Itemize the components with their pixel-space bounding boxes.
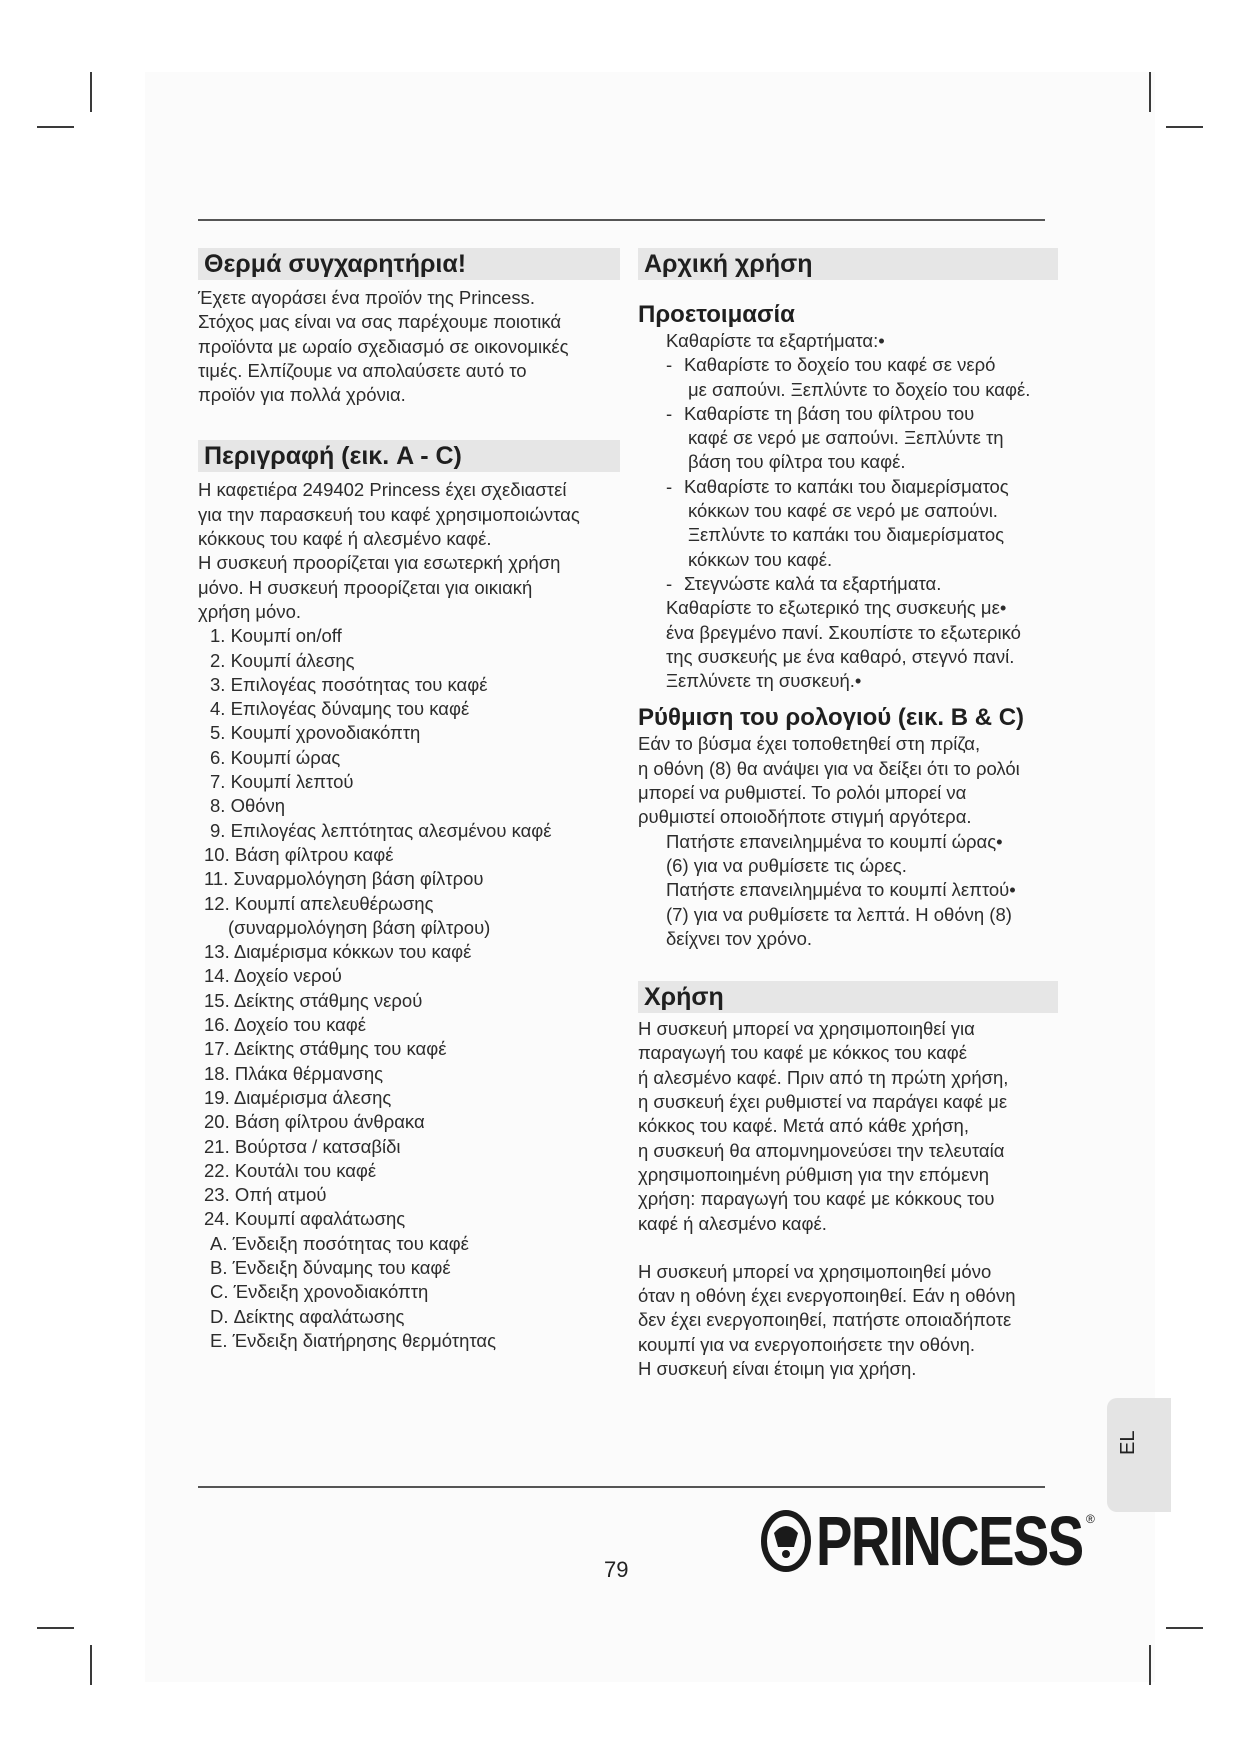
parts-list <box>198 624 620 1353</box>
text-line: παραγωγή του καφέ με κόκκος του καφέ <box>638 1042 968 1064</box>
description-heading: Περιγραφή (εικ. A - C) <box>198 440 620 472</box>
brand-logo <box>760 1502 1096 1580</box>
text-line: χρησιμοποιημένη ρύθμιση για την επόμενη <box>638 1163 989 1185</box>
text-line: τιμές. Ελπίζουμε να απολαύσετε αυτό το <box>198 359 527 381</box>
list-item: 8. Οθόνη <box>210 795 286 817</box>
text-line: της συσκευής με ένα καθαρό, στεγνό πανί. <box>666 645 1015 667</box>
list-item: 7. Κουμπί λεπτού <box>210 771 354 793</box>
text-line: Έχετε αγοράσει ένα προϊόν της Princess. <box>198 287 535 308</box>
list-item: 6. Κουμπί ώρας <box>210 746 341 768</box>
list-item: 16. Δοχείο του καφέ <box>204 1014 367 1036</box>
crop-mark <box>1149 1645 1151 1685</box>
usage-heading: Χρήση <box>638 981 1058 1013</box>
text-line: Η συσκευή προορίζεται για εσωτερκή χρήση <box>198 552 561 574</box>
list-item: - Καθαρίστε το δοχείο του καφέ σε νερό <box>638 353 1058 377</box>
text-line: Καθαρίστε τη βάση του φίλτρου του <box>684 402 975 424</box>
list-item: 21. Βούρτσα / κατσαβίδι <box>204 1135 401 1157</box>
text-line: κόκκος του καφέ. Μετά από κάθε χρήση, <box>638 1115 969 1137</box>
intro-section <box>198 248 620 407</box>
clock-text <box>638 732 1058 951</box>
right-column <box>638 248 1058 1381</box>
list-item: D. Δείκτης αφαλάτωσης <box>210 1305 405 1327</box>
list-item: 18. Πλάκα θέρμανσης <box>204 1062 384 1084</box>
crop-mark <box>37 126 74 128</box>
clock-section <box>638 703 1058 951</box>
initial-use-section <box>638 248 1058 693</box>
list-item: 24. Κουμπί αφαλάτωσης <box>204 1208 406 1230</box>
text-line: Καθαρίστε το εξωτερικό της συσκευής με• <box>666 597 1007 619</box>
text-line: χρήση μόνο. <box>198 600 301 622</box>
initial-use-heading: Αρχική χρήση <box>638 248 1058 280</box>
intro-text <box>198 286 620 407</box>
list-item: 23. Οπή ατμού <box>204 1184 327 1206</box>
text-line: κόκκους του καφέ ή αλεσμένο καφέ. <box>198 528 492 550</box>
text-line: ένα βρεγμένο πανί. Σκουπίστε το εξωτερικό <box>666 621 1021 643</box>
text-line: για την παρασκευή του καφέ χρησιμοποιώντας <box>198 503 580 525</box>
list-item: 12. Κουμπί απελευθέρωσης <box>204 892 434 914</box>
list-item: 2. Κουμπί άλεσης <box>210 649 355 671</box>
text-line: Ξεπλύντε το καπάκι του διαμερίσματος <box>688 524 1005 546</box>
crop-mark <box>90 1645 92 1685</box>
clock-heading: Ρύθμιση του ρολογιού (εικ. B & C) <box>638 704 1025 732</box>
crown-emblem-icon <box>760 1507 812 1575</box>
list-item: 19. Διαμέρισμα άλεσης <box>204 1086 392 1108</box>
text-line: Στεγνώστε καλά τα εξαρτήματα. <box>684 572 942 594</box>
text-line: Η συσκευή είναι έτοιμη για χρήση. <box>638 1357 917 1379</box>
text-line: Καθαρίστε το δοχείο του καφέ σε νερό <box>684 354 996 376</box>
text-line: δείχνει τον χρόνο. <box>666 927 813 949</box>
text-line: κουμπί για να ενεργοποιήσετε την οθόνη. <box>638 1333 976 1355</box>
text-line: Στόχος μας είναι να σας παρέχουμε ποιοτικά <box>198 311 562 333</box>
text-line: η οθόνη (8) θα ανάψει για να δείξει ότι το ρολόι <box>638 757 1020 779</box>
text-line: κόκκων του καφέ σε νερό με σαπούνι. <box>688 500 998 522</box>
list-item: B. Ένδειξη δύναμης του καφέ <box>210 1256 451 1278</box>
list-item: 15. Δείκτης στάθμης νερού <box>204 989 423 1011</box>
list-item: 13. Διαμέρισμα κόκκων του καφέ <box>204 941 472 963</box>
text-line: η συσκευή θα απομνημονεύσει την τελευταία <box>638 1139 1005 1161</box>
list-item: 11. Συναρμολόγηση βάση φίλτρου <box>204 868 484 890</box>
list-item: 1. Κουμπί on/off <box>210 625 342 647</box>
text-line: Καθαρίστε το καπάκι του διαμερίσματος <box>684 475 1009 497</box>
description-section <box>198 440 620 1353</box>
crop-mark <box>90 72 92 112</box>
crop-mark <box>1166 126 1203 128</box>
list-item: 22. Κουτάλι του καφέ <box>204 1159 377 1181</box>
brand-wordmark <box>816 1502 1096 1580</box>
usage-section <box>638 981 1058 1381</box>
registered-mark: ® <box>1086 1512 1095 1526</box>
text-line: μόνο. Η συσκευή προορίζεται για οικιακή <box>198 576 533 598</box>
usage-text-2 <box>638 1260 1058 1381</box>
text-line: Πατήστε επανειλημμένα το κουμπί λεπτού• <box>666 879 1016 901</box>
text-line: (6) για να ρυθμίσετε τις ώρες. <box>666 854 907 876</box>
usage-text-1 <box>638 1017 1058 1236</box>
intro-heading: Θερμά συγχαρητήρια! <box>198 248 620 280</box>
list-item: - Καθαρίστε τη βάση του φίλτρου του <box>638 402 1058 426</box>
crop-mark <box>1166 1627 1203 1629</box>
text-line: μπορεί να ρυθμιστεί. Το ρολόι μπορεί να <box>638 782 967 804</box>
text-line: (7) για να ρυθμίσετε τα λεπτά. Η οθόνη (8) <box>666 903 1012 925</box>
crop-mark <box>1149 72 1151 112</box>
list-item: 17. Δείκτης στάθμης του καφέ <box>204 1038 447 1060</box>
text-line: η συσκευή έχει ρυθμιστεί να παράγει καφέ με <box>638 1091 1008 1113</box>
list-item: A. Ένδειξη ποσότητας του καφέ <box>210 1232 469 1254</box>
list-item: (συναρμολόγηση βάση φίλτρου) <box>228 916 491 938</box>
text-line: Πατήστε επανειλημμένα το κουμπί ώρας• <box>666 830 1003 852</box>
text-line: Καθαρίστε τα εξαρτήματα:• <box>666 330 885 351</box>
preparation-heading: Προετοιμασία <box>638 301 795 328</box>
list-item: - Στεγνώστε καλά τα εξαρτήματα. <box>638 572 1058 596</box>
text-line: Η συσκευή μπορεί να χρησιμοποιηθεί μόνο <box>638 1260 992 1282</box>
language-tab-label: EL <box>1117 1430 1139 1455</box>
text-line: κόκκων του καφέ. <box>688 548 833 570</box>
list-item: 4. Επιλογέας δύναμης του καφέ <box>210 698 470 720</box>
text-line: καφέ ή αλεσμένο καφέ. <box>638 1212 827 1234</box>
text-line: ρυθμιστεί οποιοδήποτε στιγμή αργότερα. <box>638 806 972 828</box>
text-line: δεν έχει ενεργοποιηθεί, πατήστε οποιαδήποτε <box>638 1309 1012 1331</box>
bottom-rule <box>198 1486 1045 1488</box>
text-line: με σαπούνι. Ξεπλύντε το δοχείο του καφέ. <box>688 378 1031 400</box>
list-item: 20. Βάση φίλτρου άνθρακα <box>204 1111 425 1133</box>
language-tab <box>1107 1398 1171 1512</box>
text-line: Ξεπλύνετε τη συσκευή.• <box>666 670 862 692</box>
text-line: ή αλεσμένο καφέ. Πριν από τη πρώτη χρήση, <box>638 1066 1009 1088</box>
list-item: 5. Κουμπί χρονοδιακόπτη <box>210 722 421 744</box>
brand-name: PRINCESS <box>816 1502 1083 1580</box>
list-item: 14. Δοχείο νερού <box>204 965 342 987</box>
text-line: όταν η οθόνη έχει ενεργοποιηθεί. Εάν η οθόνη <box>638 1285 1016 1307</box>
list-item: 9. Επιλογέας λεπτότητας αλεσμένου καφέ <box>210 819 552 841</box>
text-line: Η συσκευή μπορεί να χρησιμοποιηθεί για <box>638 1018 975 1040</box>
crop-mark <box>37 1627 74 1629</box>
list-item: C. Ένδειξη χρονοδιακόπτη <box>210 1281 429 1303</box>
text-line: χρήση: παραγωγή του καφέ με κόκκους του <box>638 1188 995 1210</box>
list-item: E. Ένδειξη διατήρησης θερμότητας <box>210 1329 497 1351</box>
text-line: προϊόντα με ωραίο σχεδιασμό σε οικονομικές <box>198 335 569 357</box>
description-text <box>198 478 620 624</box>
text-line: Η καφετιέρα 249402 Princess έχει σχεδιαστεί <box>198 479 567 501</box>
page-number: 79 <box>604 1557 629 1582</box>
list-item: - Καθαρίστε το καπάκι του διαμερίσματος <box>638 475 1058 499</box>
preparation-text <box>638 329 1058 693</box>
list-item: 10. Βάση φίλτρου καφέ <box>204 843 394 865</box>
top-rule <box>198 219 1045 221</box>
text-line: καφέ σε νερό με σαπούνι. Ξεπλύντε τη <box>688 427 1004 449</box>
text-line: προϊόν για πολλά χρόνια. <box>198 384 406 406</box>
list-item: 3. Επιλογέας ποσότητας του καφέ <box>210 673 488 695</box>
text-line: βάση του φίλτρα του καφέ. <box>688 451 906 473</box>
text-line: Εάν το βύσμα έχει τοποθετηθεί στη πρίζα, <box>638 733 981 755</box>
left-column <box>198 248 620 1353</box>
